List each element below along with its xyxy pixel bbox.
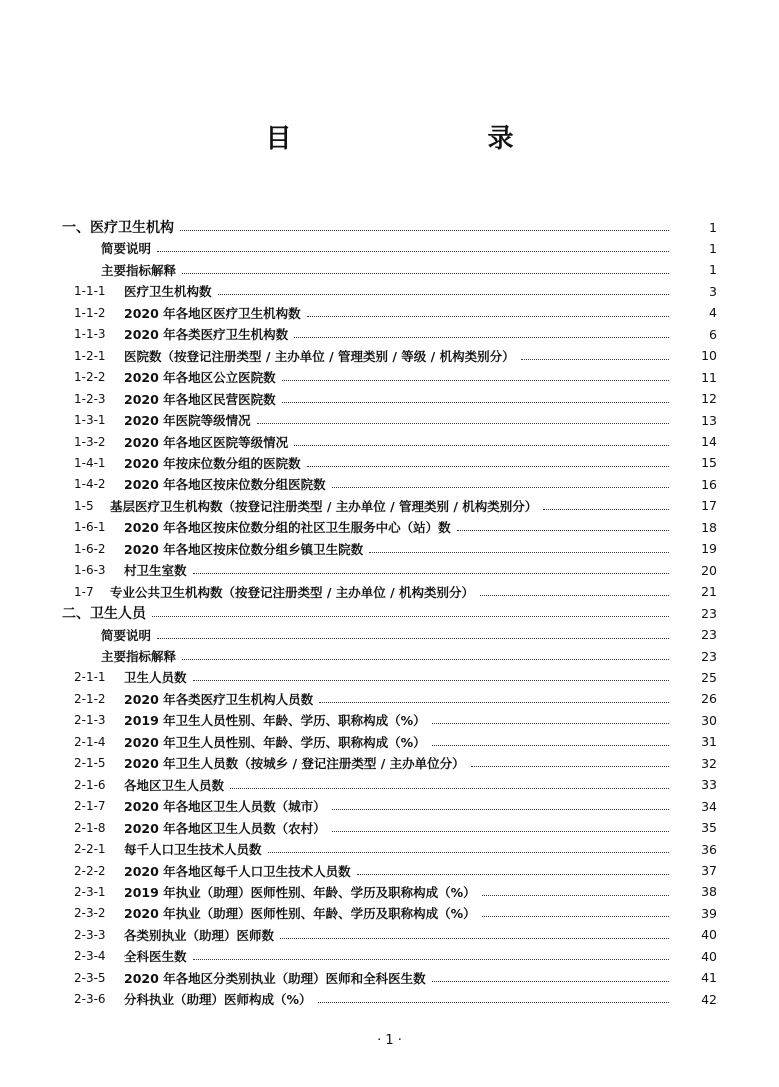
toc-entry-number: 2-1-6 bbox=[74, 777, 106, 792]
toc-entry-number: 2-3-2 bbox=[74, 906, 106, 921]
toc-entry[interactable] bbox=[0, 389, 779, 409]
toc-entry-page: 37 bbox=[673, 863, 717, 878]
toc-entry-page: 40 bbox=[673, 949, 717, 964]
toc-entry-title: 村卫生室数 bbox=[124, 563, 187, 579]
toc-entry-page: 23 bbox=[673, 649, 717, 664]
toc-entry-page: 32 bbox=[673, 756, 717, 771]
toc-entry[interactable] bbox=[0, 989, 779, 1009]
page-number-footer: · 1 · bbox=[377, 1033, 402, 1048]
toc-entry[interactable] bbox=[0, 517, 779, 537]
toc-entry-number: 2-1-4 bbox=[74, 734, 106, 749]
toc-leader-dots bbox=[480, 594, 669, 596]
toc-leader-dots bbox=[157, 637, 669, 639]
toc-entry-number: 1-1-1 bbox=[74, 284, 106, 299]
toc-entry-title: 分科执业（助理）医师构成（%） bbox=[124, 992, 312, 1008]
toc-entry-page: 12 bbox=[673, 391, 717, 406]
toc-leader-dots bbox=[193, 572, 669, 574]
toc-entry-page: 14 bbox=[673, 434, 717, 449]
toc-entry-title: 2020 年各地区公立医院数 bbox=[124, 370, 276, 386]
toc-entry-page: 1 bbox=[673, 262, 717, 277]
toc-entry-title: 专业公共卫生机构数（按登记注册类型 / 主办单位 / 机构类别分） bbox=[110, 584, 475, 600]
toc-entry-title: 医院数（按登记注册类型 / 主办单位 / 管理类别 / 等级 / 机构类别分） bbox=[124, 348, 515, 364]
toc-leader-dots bbox=[332, 486, 669, 488]
toc-entry-title: 2020 年各地区按床位数分组乡镇卫生院数 bbox=[124, 541, 364, 557]
toc-leader-dots bbox=[318, 1001, 669, 1003]
toc-leader-dots bbox=[182, 272, 669, 274]
toc-entry[interactable] bbox=[0, 839, 779, 859]
toc-entry-page: 35 bbox=[673, 820, 717, 835]
toc-entry[interactable] bbox=[0, 732, 779, 752]
toc-entry-title: 2020 年各地区按床位数分组医院数 bbox=[124, 477, 326, 493]
toc-entry-title: 2020 年各地区按床位数分组的社区卫生服务中心（站）数 bbox=[124, 520, 451, 536]
toc-entry-title: 2020 年医院等级情况 bbox=[124, 413, 251, 429]
toc-entry-page: 36 bbox=[673, 842, 717, 857]
toc-entry-title: 各地区卫生人员数 bbox=[124, 777, 225, 793]
toc-leader-dots bbox=[307, 465, 669, 467]
toc-entry[interactable] bbox=[0, 367, 779, 387]
toc-entry-page: 25 bbox=[673, 670, 717, 685]
toc-leader-dots bbox=[369, 551, 669, 553]
toc-leader-dots bbox=[482, 915, 669, 917]
toc-leader-dots bbox=[457, 529, 669, 531]
toc-entry[interactable] bbox=[0, 539, 779, 559]
toc-entry-title: 2020 年各地区卫生人员数（城市） bbox=[124, 799, 326, 815]
toc-entry-page: 4 bbox=[673, 305, 717, 320]
toc-entry-title: 2019 年卫生人员性别、年龄、学历、职称构成（%） bbox=[124, 713, 426, 729]
toc-leader-dots bbox=[307, 315, 669, 317]
toc-entry-number: 2-3-1 bbox=[74, 884, 106, 899]
toc-entry-number: 1-5 bbox=[74, 498, 94, 513]
toc-entry-number: 1-3-1 bbox=[74, 413, 106, 428]
toc-entry-title: 各类别执业（助理）医师数 bbox=[124, 927, 275, 943]
toc-entry[interactable] bbox=[0, 625, 779, 645]
toc-leader-dots bbox=[152, 615, 669, 617]
toc-entry-page: 23 bbox=[673, 606, 717, 621]
toc-entry-number: 1-1-3 bbox=[74, 327, 106, 342]
toc-entry-number: 1-2-3 bbox=[74, 391, 106, 406]
toc-entry-title: 医疗卫生机构数 bbox=[124, 284, 212, 300]
toc-leader-dots bbox=[294, 444, 669, 446]
toc-entry[interactable] bbox=[0, 796, 779, 816]
toc-entry-title: 2020 年各地区民营医院数 bbox=[124, 391, 276, 407]
toc-entry-title: 主要指标解释 bbox=[101, 262, 177, 278]
toc-leader-dots bbox=[268, 851, 669, 853]
toc-entry-number: 1-2-1 bbox=[74, 348, 106, 363]
toc-entry[interactable] bbox=[0, 324, 779, 344]
toc-entry-title: 2020 年执业（助理）医师性别、年龄、学历及职称构成（%） bbox=[124, 906, 476, 922]
toc-leader-dots bbox=[432, 722, 669, 724]
toc-entry[interactable] bbox=[0, 410, 779, 430]
toc-leader-dots bbox=[432, 744, 669, 746]
toc-leader-dots bbox=[282, 401, 669, 403]
toc-entry[interactable] bbox=[0, 474, 779, 494]
toc-entry[interactable] bbox=[0, 238, 779, 258]
toc-entry[interactable] bbox=[0, 496, 779, 516]
toc-entry-page: 33 bbox=[673, 777, 717, 792]
toc-leader-dots bbox=[432, 980, 669, 982]
toc-entry-page: 34 bbox=[673, 799, 717, 814]
toc-entry-page: 31 bbox=[673, 734, 717, 749]
toc-leader-dots bbox=[280, 937, 669, 939]
toc-entry[interactable] bbox=[0, 346, 779, 366]
toc-entry[interactable] bbox=[0, 882, 779, 902]
toc-entry-number: 2-1-2 bbox=[74, 691, 106, 706]
toc-entry[interactable] bbox=[0, 946, 779, 966]
toc-entry-page: 26 bbox=[673, 691, 717, 706]
toc-leader-dots bbox=[257, 422, 669, 424]
toc-entry-page: 19 bbox=[673, 541, 717, 556]
toc-entry-page: 1 bbox=[673, 220, 717, 235]
toc-entry-number: 1-6-1 bbox=[74, 520, 106, 535]
toc-entry-number: 2-2-1 bbox=[74, 842, 106, 857]
toc-entry-number: 2-3-6 bbox=[74, 992, 106, 1007]
toc-entry-page: 13 bbox=[673, 413, 717, 428]
toc-leader-dots bbox=[294, 336, 669, 338]
toc-entry[interactable] bbox=[0, 818, 779, 838]
toc-entry[interactable] bbox=[0, 582, 779, 602]
toc-entry-page: 38 bbox=[673, 884, 717, 899]
toc-entry-title: 2020 年各地区每千人口卫生技术人员数 bbox=[124, 863, 351, 879]
toc-leader-dots bbox=[471, 765, 669, 767]
toc-entry-title: 一、医疗卫生机构 bbox=[62, 220, 174, 236]
toc-entry-title: 2020 年各类医疗卫生机构数 bbox=[124, 327, 289, 343]
toc-entry-page: 11 bbox=[673, 370, 717, 385]
toc-leader-dots bbox=[482, 894, 669, 896]
toc-leader-dots bbox=[332, 830, 669, 832]
toc-entry-page: 18 bbox=[673, 520, 717, 535]
toc-entry-page: 23 bbox=[673, 627, 717, 642]
toc-entry[interactable] bbox=[0, 646, 779, 666]
toc-entry-title: 基层医疗卫生机构数（按登记注册类型 / 主办单位 / 管理类别 / 机构类别分） bbox=[110, 498, 538, 514]
toc-leader-dots bbox=[357, 873, 669, 875]
toc-entry[interactable] bbox=[0, 432, 779, 452]
toc-entry-number: 2-1-8 bbox=[74, 820, 106, 835]
toc-entry[interactable] bbox=[0, 453, 779, 473]
toc-entry-number: 1-3-2 bbox=[74, 434, 106, 449]
toc-leader-dots bbox=[521, 358, 669, 360]
toc-entry[interactable] bbox=[0, 710, 779, 730]
toc-entry-title: 2020 年各地区医院等级情况 bbox=[124, 434, 289, 450]
toc-entry[interactable] bbox=[0, 667, 779, 687]
toc-entry-title: 2020 年按床位数分组的医院数 bbox=[124, 455, 301, 471]
toc-leader-dots bbox=[218, 293, 669, 295]
toc-leader-dots bbox=[193, 679, 669, 681]
toc-entry-title: 简要说明 bbox=[101, 627, 152, 643]
toc-entry-title: 每千人口卫生技术人员数 bbox=[124, 842, 262, 858]
toc-entry-title: 2019 年执业（助理）医师性别、年龄、学历及职称构成（%） bbox=[124, 884, 476, 900]
page-title: 目 录 bbox=[265, 124, 562, 154]
toc-entry-page: 20 bbox=[673, 563, 717, 578]
toc-entry[interactable] bbox=[0, 925, 779, 945]
toc-entry[interactable] bbox=[0, 753, 779, 773]
toc-entry-number: 2-3-5 bbox=[74, 970, 106, 985]
toc-entry-page: 40 bbox=[673, 927, 717, 942]
toc-entry-number: 2-3-3 bbox=[74, 927, 106, 942]
toc-entry-page: 30 bbox=[673, 713, 717, 728]
toc-leader-dots bbox=[157, 250, 669, 252]
toc-entry[interactable] bbox=[0, 689, 779, 709]
toc-entry-number: 2-3-4 bbox=[74, 949, 106, 964]
toc-entry[interactable] bbox=[0, 260, 779, 280]
toc-leader-dots bbox=[319, 701, 669, 703]
toc-entry-number: 1-7 bbox=[74, 584, 94, 599]
toc-entry-page: 1 bbox=[673, 241, 717, 256]
toc-entry[interactable] bbox=[0, 903, 779, 923]
toc-entry-title: 2020 年卫生人员性别、年龄、学历、职称构成（%） bbox=[124, 734, 426, 750]
toc-entry-page: 42 bbox=[673, 992, 717, 1007]
toc-leader-dots bbox=[282, 379, 669, 381]
toc-entry-page: 21 bbox=[673, 584, 717, 599]
toc-entry-number: 2-2-2 bbox=[74, 863, 106, 878]
toc-entry-number: 1-6-3 bbox=[74, 563, 106, 578]
toc-entry-number: 2-1-3 bbox=[74, 713, 106, 728]
toc-entry[interactable] bbox=[0, 560, 779, 580]
toc-entry-number: 1-1-2 bbox=[74, 305, 106, 320]
toc-entry-title: 二、卫生人员 bbox=[62, 606, 146, 623]
toc-leader-dots bbox=[332, 808, 669, 810]
toc-entry-title: 简要说明 bbox=[101, 241, 152, 257]
toc-leader-dots bbox=[543, 508, 669, 510]
toc-entry[interactable] bbox=[0, 217, 779, 237]
toc-entry-number: 2-1-5 bbox=[74, 756, 106, 771]
toc-entry[interactable] bbox=[0, 281, 779, 301]
toc-entry-page: 39 bbox=[673, 906, 717, 921]
toc-entry-page: 10 bbox=[673, 348, 717, 363]
toc-entry-title: 全科医生数 bbox=[124, 949, 187, 965]
toc-entry-number: 1-6-2 bbox=[74, 541, 106, 556]
toc-leader-dots bbox=[182, 658, 669, 660]
toc-entry[interactable] bbox=[0, 861, 779, 881]
toc-leader-dots bbox=[230, 787, 669, 789]
toc-entry-title: 2020 年各地区医疗卫生机构数 bbox=[124, 305, 301, 321]
toc-entry-number: 1-4-1 bbox=[74, 455, 106, 470]
toc-entry-number: 2-1-7 bbox=[74, 799, 106, 814]
toc-entry[interactable] bbox=[0, 775, 779, 795]
toc-entry-page: 3 bbox=[673, 284, 717, 299]
toc-entry-title: 2020 年各地区分类别执业（助理）医师和全科医生数 bbox=[124, 970, 426, 986]
toc-entry-page: 16 bbox=[673, 477, 717, 492]
toc-entry-page: 6 bbox=[673, 327, 717, 342]
toc-entry-title: 2020 年各地区卫生人员数（农村） bbox=[124, 820, 326, 836]
toc-entry-page: 17 bbox=[673, 498, 717, 513]
toc-entry-title: 2020 年各类医疗卫生机构人员数 bbox=[124, 691, 314, 707]
toc-entry-number: 1-4-2 bbox=[74, 477, 106, 492]
toc-entry[interactable] bbox=[0, 968, 779, 988]
toc-entry[interactable] bbox=[0, 603, 779, 623]
toc-entry-page: 15 bbox=[673, 455, 717, 470]
toc-entry-title: 卫生人员数 bbox=[124, 670, 187, 686]
toc-entry-title: 2020 年卫生人员数（按城乡 / 登记注册类型 / 主办单位分） bbox=[124, 756, 465, 772]
toc-leader-dots bbox=[180, 229, 669, 231]
toc-leader-dots bbox=[193, 958, 669, 960]
toc-entry-page: 41 bbox=[673, 970, 717, 985]
toc-entry-number: 1-2-2 bbox=[74, 370, 106, 385]
toc-entry-number: 2-1-1 bbox=[74, 670, 106, 685]
toc-entry-title: 主要指标解释 bbox=[101, 649, 177, 664]
toc-entry[interactable] bbox=[0, 303, 779, 323]
